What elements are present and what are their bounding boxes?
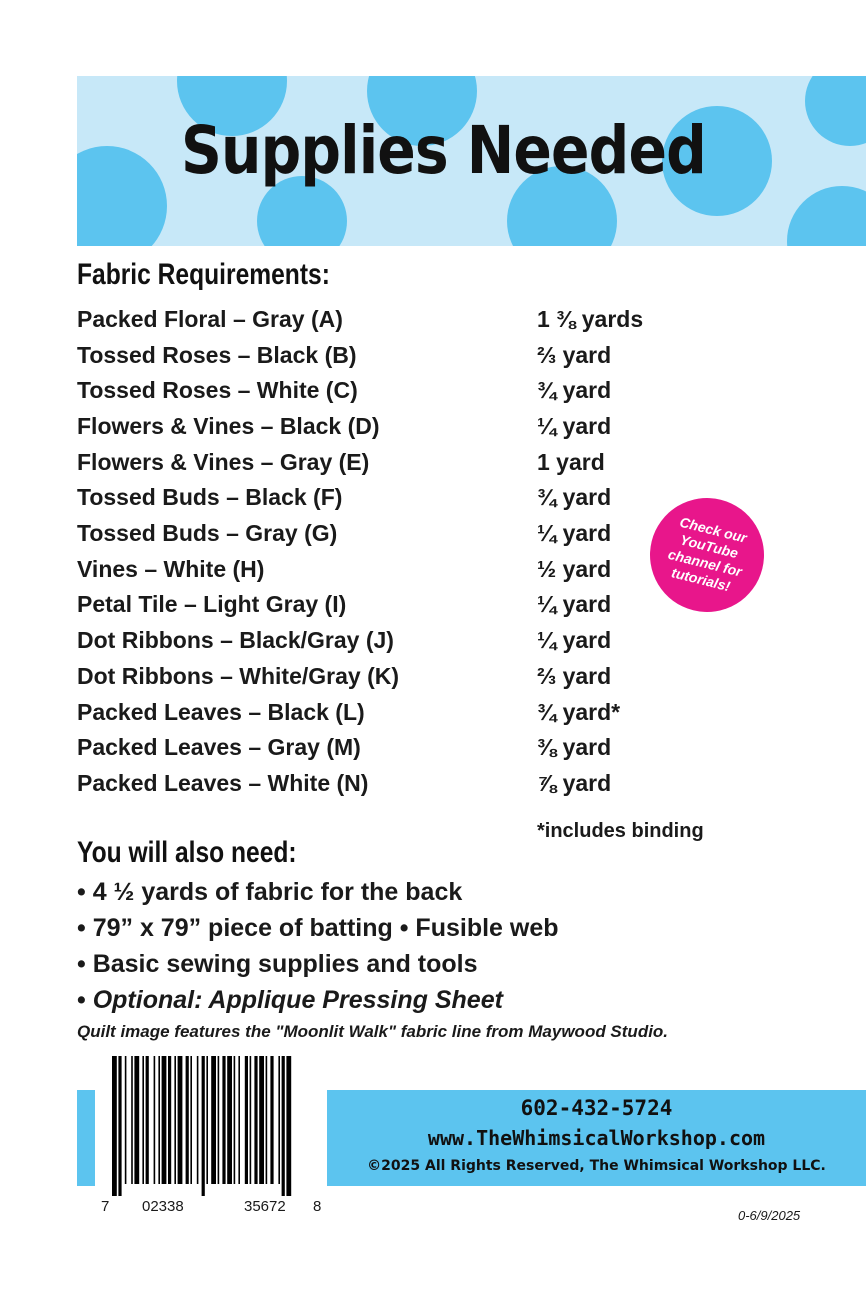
accent-bar xyxy=(77,1090,95,1186)
banner-dot xyxy=(787,186,866,246)
fabric-row xyxy=(77,410,717,442)
barcode-bar xyxy=(218,1056,220,1184)
barcode-bar xyxy=(222,1056,225,1184)
fabric-row xyxy=(77,731,717,763)
fabric-qty: ⅜ yard xyxy=(537,734,612,760)
barcode-bar xyxy=(206,1056,208,1184)
barcode-bar xyxy=(190,1056,192,1184)
optional-text: Optional: Applique Pressing Sheet xyxy=(92,986,503,1014)
fabric-name: Tossed Buds – Gray (G) xyxy=(77,520,338,546)
barcode-bar xyxy=(234,1056,236,1184)
fabric-qty: 1 ⅜ yards xyxy=(537,306,644,332)
supply-item: • 4 ½ yards of fabric for the back xyxy=(77,878,463,906)
fabric-row xyxy=(77,553,717,585)
barcode-bar xyxy=(202,1056,205,1196)
barcode-bar xyxy=(250,1056,252,1184)
barcode-bar xyxy=(238,1056,240,1184)
fabric-qty: ⅞ yard xyxy=(537,770,612,796)
barcode-bar xyxy=(162,1056,167,1184)
fabric-qty: ¾ yard xyxy=(537,484,612,510)
fabric-name: Packed Leaves – Black (L) xyxy=(77,699,365,725)
barcode-bar xyxy=(278,1056,280,1184)
fabric-qty: ¾ yard* xyxy=(537,699,621,725)
version-code: 0-6/9/2025 xyxy=(738,1208,801,1223)
fabric-qty: ¼ yard xyxy=(537,413,612,439)
barcode-bar xyxy=(245,1056,248,1184)
barcode-bar xyxy=(112,1056,117,1196)
barcode-bar xyxy=(186,1056,189,1184)
barcode-bar xyxy=(286,1056,291,1196)
barcode-bar xyxy=(134,1056,139,1184)
fabric-name: Packed Floral – Gray (A) xyxy=(77,306,343,332)
website-link[interactable]: www.TheWhimsicalWorkshop.com xyxy=(427,1126,766,1150)
fabric-row xyxy=(77,624,717,656)
fabric-row xyxy=(77,588,717,620)
fabric-name: Packed Leaves – Gray (M) xyxy=(77,734,361,760)
fabric-row xyxy=(77,517,717,549)
fabric-name: Flowers & Vines – Gray (E) xyxy=(77,449,370,475)
barcode-digit-first: 7 xyxy=(101,1198,110,1215)
barcode-bar xyxy=(125,1056,127,1184)
fabric-name: Packed Leaves – White (N) xyxy=(77,770,369,796)
fabric-qty: ¼ yard xyxy=(537,591,612,617)
fabric-name: Dot Ribbons – Black/Gray (J) xyxy=(77,627,394,653)
supply-item-optional xyxy=(77,985,503,1015)
fabric-name: Petal Tile – Light Gray (I) xyxy=(77,591,347,617)
barcode-digits-right: 35672 xyxy=(244,1198,286,1215)
fabric-name: Vines – White (H) xyxy=(77,556,265,582)
fabric-row xyxy=(77,303,717,335)
barcode-image xyxy=(112,1056,320,1196)
fabric-qty: ¾ yard xyxy=(537,377,612,403)
fabric-name: Tossed Roses – White (C) xyxy=(77,377,358,403)
phone-number: 602-432-5724 xyxy=(520,1096,673,1120)
fabric-row xyxy=(77,339,717,371)
binding-note: *includes binding xyxy=(537,820,704,842)
fabric-row xyxy=(77,374,717,406)
fabric-qty: ⅔ yard xyxy=(537,663,612,689)
fabric-row xyxy=(77,660,717,692)
contact-panel xyxy=(327,1090,866,1186)
title-banner xyxy=(77,76,866,246)
fabric-name: Dot Ribbons – White/Gray (K) xyxy=(77,663,399,689)
banner-dot xyxy=(805,76,866,146)
barcode-digits-left: 02338 xyxy=(142,1198,184,1215)
fabric-name: Tossed Roses – Black (B) xyxy=(77,342,357,368)
fabric-row xyxy=(77,446,717,478)
barcode-bar xyxy=(282,1056,285,1196)
fabric-requirements-heading: Fabric Requirements: xyxy=(77,258,330,291)
barcode-bar xyxy=(178,1056,183,1184)
barcode-bar xyxy=(211,1056,216,1184)
barcode-bar xyxy=(168,1056,171,1184)
supply-item: • Basic sewing supplies and tools xyxy=(77,950,478,978)
fabric-credit: Quilt image features the "Moonlit Walk" fabric line from Maywood Studio. xyxy=(77,1022,669,1041)
barcode-bar xyxy=(131,1056,133,1184)
barcode-bar xyxy=(154,1056,156,1184)
barcode-bar xyxy=(259,1056,264,1184)
barcode-bar xyxy=(146,1056,149,1184)
supply-item: • 79” x 79” piece of batting • Fusible web xyxy=(77,914,559,942)
fabric-qty: ⅔ yard xyxy=(537,342,612,368)
barcode-bar xyxy=(227,1056,232,1184)
banner-dot xyxy=(77,146,167,246)
barcode-bar xyxy=(270,1056,273,1184)
also-need-heading: You will also need: xyxy=(77,836,297,869)
barcode-bar xyxy=(118,1056,121,1196)
fabric-qty: ¼ yard xyxy=(537,520,612,546)
badge-text: Check our YouTube channel for tutorials! xyxy=(666,513,749,595)
fabric-qty: ¼ yard xyxy=(537,627,612,653)
bullet: • xyxy=(77,986,93,1014)
barcode-bar xyxy=(197,1056,199,1184)
copyright: ©2025 All Rights Reserved, The Whimsical Workshop LLC. xyxy=(367,1158,826,1174)
fabric-name: Flowers & Vines – Black (D) xyxy=(77,413,380,439)
barcode-bar xyxy=(254,1056,257,1184)
page-title: Supplies Needed xyxy=(181,112,706,189)
fabric-qty: 1 yard xyxy=(537,449,605,475)
fabric-row xyxy=(77,696,717,728)
barcode-bar xyxy=(174,1056,176,1184)
fabric-qty: ½ yard xyxy=(537,556,612,582)
barcode-bar xyxy=(266,1056,268,1184)
barcode-bar xyxy=(142,1056,144,1184)
barcode-bar xyxy=(158,1056,160,1184)
barcode-digit-last: 8 xyxy=(313,1198,322,1215)
fabric-row xyxy=(77,767,717,799)
fabric-name: Tossed Buds – Black (F) xyxy=(77,484,343,510)
fabric-row xyxy=(77,481,717,513)
